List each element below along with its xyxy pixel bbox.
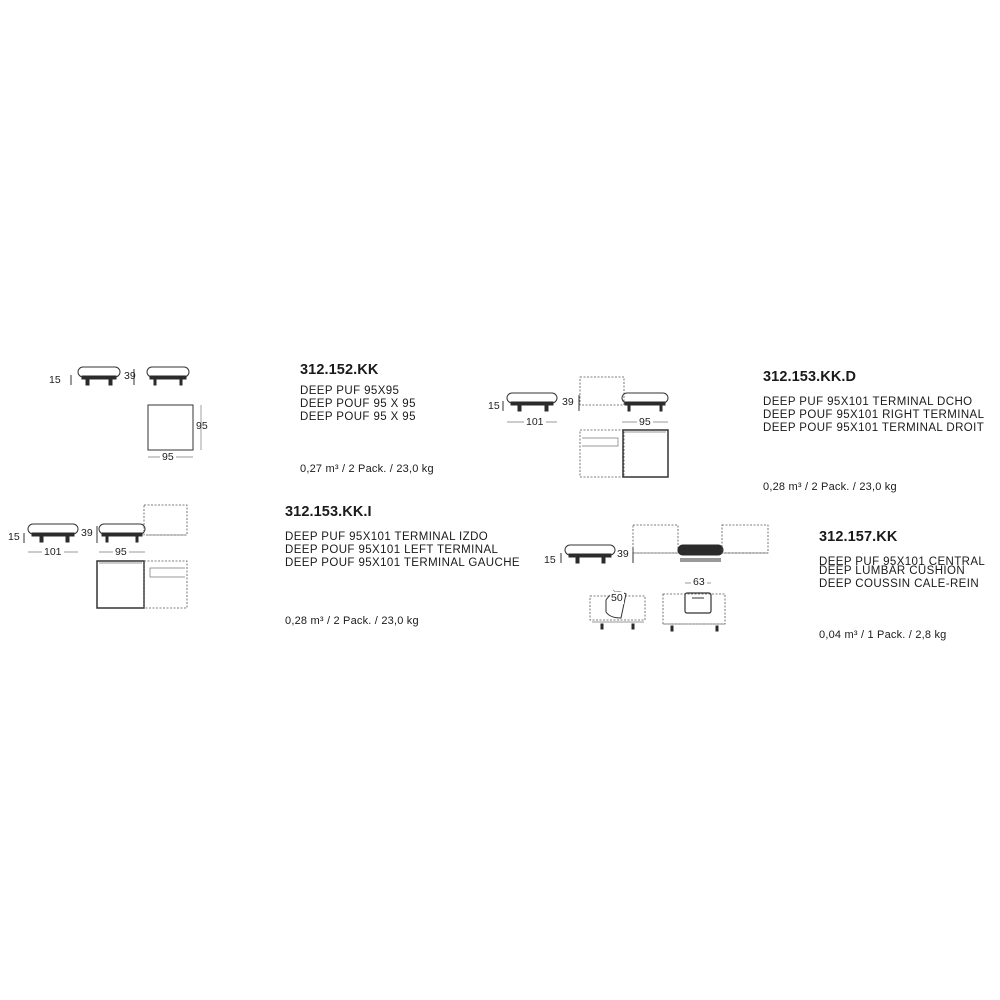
product-spec: 0,27 m³ / 2 Pack. / 23,0 kg	[300, 463, 434, 475]
height-total-dim: 39	[124, 370, 136, 382]
product-code: 312.152.KK	[300, 362, 379, 378]
width-left-dim: 101	[44, 546, 62, 558]
description-en: DEEP POUF 95X101 LEFT TERMINAL	[285, 544, 499, 556]
depth-dim: 95	[196, 420, 208, 432]
width-right-dim: 95	[639, 416, 651, 428]
description-es: DEEP PUF 95X95	[300, 385, 400, 397]
angle-dim: 50	[611, 592, 623, 604]
product-spec: 0,28 m³ / 2 Pack. / 23,0 kg	[763, 481, 897, 493]
product-code: 312.153.KK.D	[763, 369, 857, 385]
product-code: 312.157.KK	[819, 529, 898, 545]
description-fr: DEEP POUF 95 X 95	[300, 411, 416, 423]
product-description	[819, 556, 985, 591]
height-total-dim: 39	[617, 548, 629, 560]
description-en: DEEP LUMBAR CUSHION	[819, 565, 966, 577]
product-code: 312.153.KK.I	[285, 504, 372, 520]
product-spec: 0,04 m³ / 1 Pack. / 2,8 kg	[819, 629, 947, 641]
height-seat-dim: 15	[8, 531, 20, 543]
description-es: DEEP PUF 95X101 TERMINAL DCHO	[763, 396, 973, 408]
width-left-dim: 101	[526, 416, 544, 428]
width-dim: 63	[693, 576, 705, 588]
height-seat-dim: 15	[488, 400, 500, 412]
description-en: DEEP POUF 95 X 95	[300, 398, 416, 410]
description-fr: DEEP POUF 95X101 TERMINAL GAUCHE	[285, 557, 520, 569]
product-spec: 0,28 m³ / 2 Pack. / 23,0 kg	[285, 615, 419, 627]
description-en: DEEP POUF 95X101 RIGHT TERMINAL	[763, 409, 985, 421]
height-seat-dim: 15	[49, 374, 61, 386]
width-dim: 95	[162, 451, 174, 463]
height-total-dim: 39	[81, 527, 93, 539]
description-es: DEEP PUF 95X101 TERMINAL IZDO	[285, 531, 489, 543]
height-seat-dim: 15	[544, 554, 556, 566]
width-right-dim: 95	[115, 546, 127, 558]
description-es: DEEP PUF 95X101 CENTRAL	[819, 556, 986, 565]
description-fr: DEEP POUF 95X101 TERMINAL DROIT	[763, 422, 985, 434]
description-fr: DEEP COUSSIN CALE-REIN	[819, 578, 980, 590]
height-total-dim: 39	[562, 396, 574, 408]
